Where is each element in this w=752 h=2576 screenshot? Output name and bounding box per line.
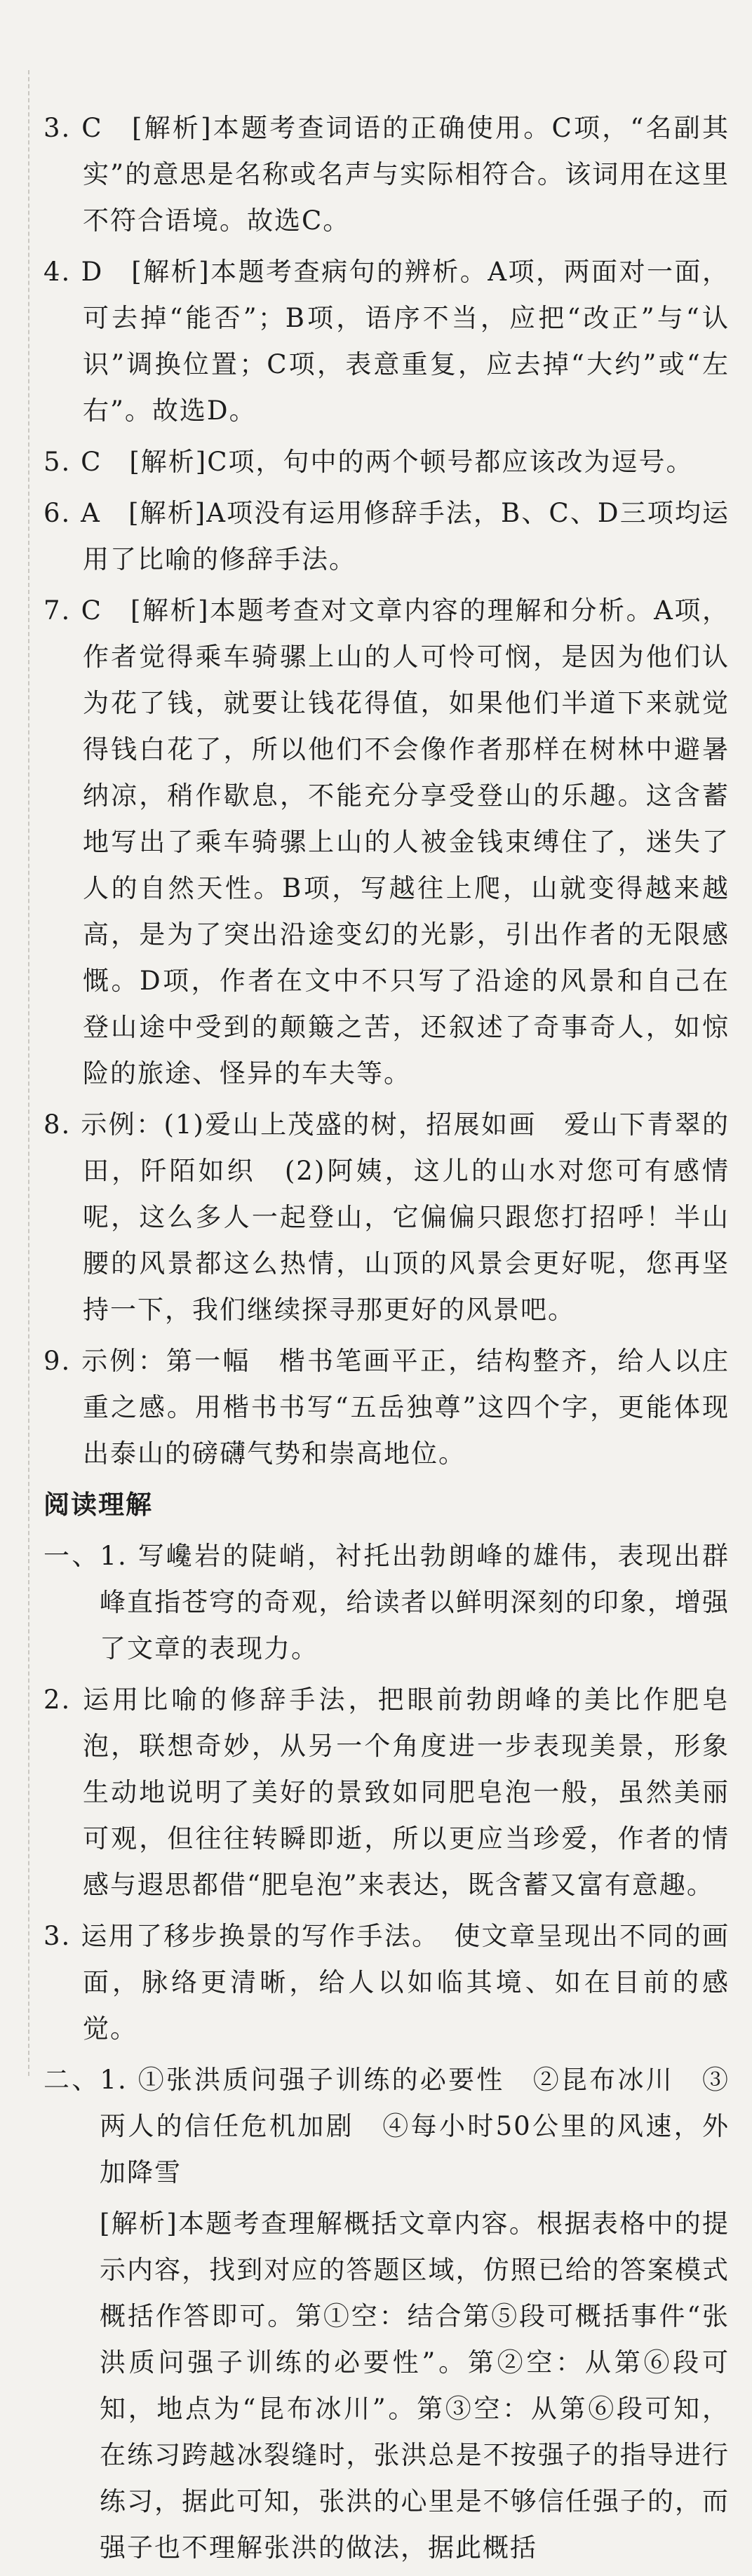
answer-item-4: 4. D [解析]本题考查病句的辨析。A项，两面对一面，可去掉“能否”；B项，语序不当，应把“改正”与“认识”调换位置；C项，表意重复，应去掉“大约”或“左右”。故选D。 <box>43 257 730 426</box>
answer-item-8: 8. 示例：(1)爱山上茂盛的树，招展如画 爱山下青翠的田，阡陌如织 (2)阿姨，这儿的山水对您可有感情呢，这么多人一起登山，它偏偏只跟您打招呼！半山腰的风景都这么热情，山顶的风景会更好呢，您再坚持一下，我们继续探寻那更好的风景吧。 <box>43 1110 730 1325</box>
answer-item-9: 9. 示例：第一幅 楷书笔画平正，结构整齐，给人以庄重之感。用楷书书写“五岳独尊”这四个字，更能体现出泰山的磅礴气势和崇高地位。 <box>43 1346 730 1469</box>
margin-rule <box>28 70 29 2076</box>
answer-content <box>43 105 730 2576</box>
reading-answer-1-2: 2. 运用比喻的修辞手法，把眼前勃朗峰的美比作肥皂泡，联想奇妙，从另一个角度进一步表现美景，形象生动地说明了美好的景致如同肥皂泡一般，虽然美丽可观，但往往转瞬即逝，所以更应当珍爱，作者的情感与遐思都借“肥皂泡”来表达，既含蓄又富有意趣。 <box>43 1685 730 1900</box>
reading-answer-1-3: 3. 运用了移步换景的写作手法。 使文章呈现出不同的画面，脉络更清晰，给人以如临其境、如在目前的感觉。 <box>43 1921 730 2044</box>
reading-answer-2-1: 二、1. ①张洪质问强子训练的必要性 ②昆布冰川 ③两人的信任危机加剧 ④每小时50公里的风速，外加降雪 <box>43 2065 730 2187</box>
section-heading: 阅读理解 <box>43 1490 153 1520</box>
analysis-text: [解析]本题考查理解概括文章内容。根据表格中的提示内容，找到对应的答题区域，仿照已给的答案模式概括作答即可。第①空：结合第⑤段可概括事件“张洪质问强子训练的必要性”。第②空：从第⑥段可知，地点为“昆布冰川”。第③空：从第⑥段可知，在练习跨越冰裂缝时，张洪总是不按强子的指导进行练习，据此可知，张洪的心里是不够信任强子的，而强子也不理解张洪的做法，据此概括 <box>100 2209 730 2563</box>
answer-item-3: 3. C [解析]本题考查词语的正确使用。C项，“名副其实”的意思是名称或名声与实际相符合。该词用在这里不符合语境。故选C。 <box>43 113 730 236</box>
answer-item-5: 5. C [解析]C项，句中的两个顿号都应该改为逗号。 <box>43 447 694 477</box>
answer-item-6: 6. A [解析]A项没有运用修辞手法，B、C、D三项均运用了比喻的修辞手法。 <box>43 498 730 574</box>
reading-answer-1-1: 一、1. 写巉岩的陡峭，衬托出勃朗峰的雄伟，表现出群峰直指苍穹的奇观，给读者以鲜明深刻的印象，增强了文章的表现力。 <box>43 1541 730 1664</box>
answer-item-7: 7. C [解析]本题考查对文章内容的理解和分析。A项，作者觉得乘车骑骡上山的人可怜可悯，是因为他们认为花了钱，就要让钱花得值，如果他们半道下来就觉得钱白花了，所以他们不会像作者那样在树林中避暑纳凉，稍作歇息，不能充分享受登山的乐趣。这含蓄地写出了乘车骑骡上山的人被金钱束缚住了，迷失了人的自然天性。B项，写越往上爬，山就变得越来越高，是为了突出沿途变幻的光影，引出作者的无限感慨。D项，作者在文中不只写了沿途的风景和自己在登山途中受到的颠簸之苦，还叙述了奇事奇人，如惊险的旅途、怪异的车夫等。 <box>43 595 730 1088</box>
